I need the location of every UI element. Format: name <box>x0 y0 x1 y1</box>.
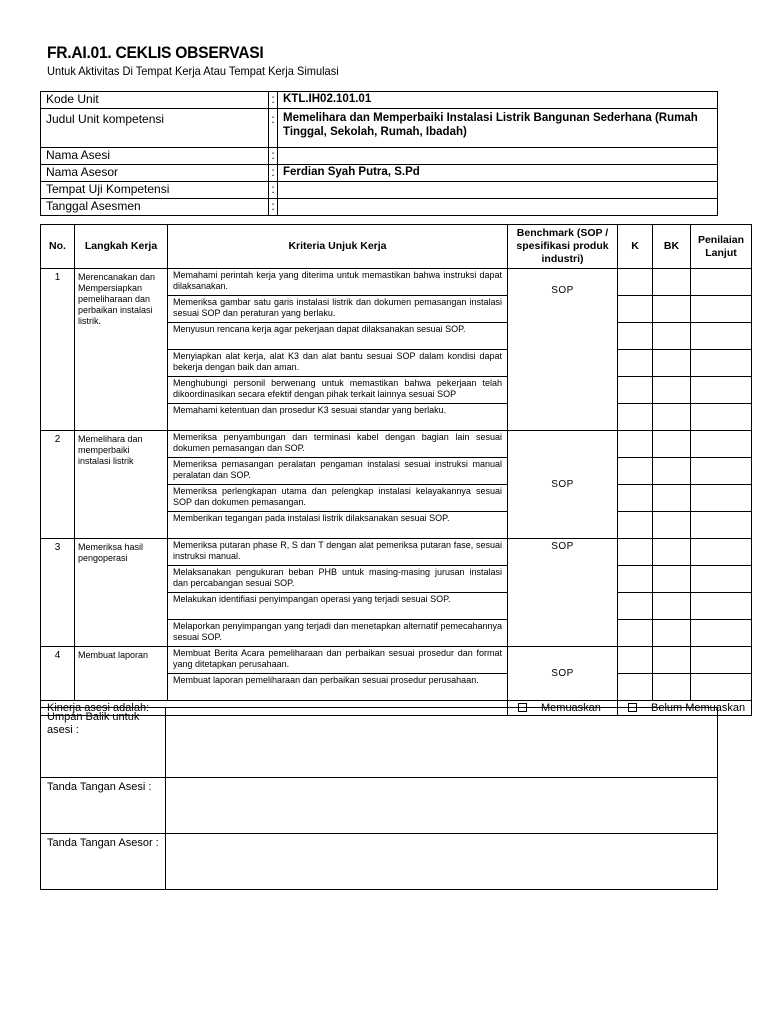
criteria-cell: Memeriksa penyambungan dan terminasi kabel dengan bagian lain sesuai dokumen pemasangan dan SOP. <box>168 431 508 458</box>
criteria-cell: Menyiapkan alat kerja, alat K3 dan alat bantu sesuai SOP dalam kondisi dapat bekerja dengan baik dan aman. <box>168 350 508 377</box>
unit-info-table <box>40 91 718 216</box>
info-row <box>41 148 718 165</box>
criteria-cell: Menyusun rencana kerja agar pekerjaan dapat dilaksanakan sesuai SOP. <box>168 323 508 350</box>
info-value[interactable] <box>278 148 718 165</box>
penilaian-lanjut-cell[interactable] <box>691 485 752 512</box>
k-checkbox[interactable] <box>618 350 653 377</box>
criteria-cell: Membuat Berita Acara pemeliharaan dan perbaikan sesuai prosedur dan format yang ditetapkan perusahaan. <box>168 647 508 674</box>
header-bk: BK <box>653 225 691 269</box>
table-row <box>41 539 752 566</box>
penilaian-lanjut-cell[interactable] <box>691 512 752 539</box>
bk-checkbox[interactable] <box>653 485 691 512</box>
step-langkah-kerja: Membuat laporan <box>75 647 168 701</box>
info-value[interactable]: Ferdian Syah Putra, S.Pd <box>278 165 718 182</box>
k-checkbox[interactable] <box>618 539 653 566</box>
info-colon: : <box>269 182 278 199</box>
bk-checkbox[interactable] <box>653 566 691 593</box>
step-langkah-kerja: Memelihara dan memperbaiki instalasi listrik <box>75 431 168 539</box>
criteria-cell: Memeriksa gambar satu garis instalasi listrik dan dokumen pemasangan instalasi sesuai SOP dan peraturan yang berlaku. <box>168 296 508 323</box>
page-subtitle: Untuk Aktivitas Di Tempat Kerja Atau Tempat Kerja Simulasi <box>47 64 339 78</box>
bk-checkbox[interactable] <box>653 377 691 404</box>
k-checkbox[interactable] <box>618 512 653 539</box>
k-checkbox[interactable] <box>618 431 653 458</box>
table-header-row <box>41 225 752 269</box>
benchmark-cell: SOP <box>508 269 618 431</box>
header-benchmark: Benchmark (SOP / spesifikasi produk industri) <box>508 225 618 269</box>
bk-checkbox[interactable] <box>653 620 691 647</box>
step-number: 3 <box>41 539 75 647</box>
k-checkbox[interactable] <box>618 620 653 647</box>
k-checkbox[interactable] <box>618 674 653 701</box>
info-value[interactable] <box>278 182 718 199</box>
penilaian-lanjut-cell[interactable] <box>691 323 752 350</box>
penilaian-lanjut-cell[interactable] <box>691 458 752 485</box>
bk-checkbox[interactable] <box>653 458 691 485</box>
info-label: Judul Unit kompetensi <box>41 109 269 148</box>
criteria-cell: Memahami ketentuan dan prosedur K3 sesuai standar yang berlaku. <box>168 404 508 431</box>
info-row <box>41 182 718 199</box>
penilaian-lanjut-cell[interactable] <box>691 593 752 620</box>
info-row <box>41 199 718 216</box>
step-langkah-kerja: Memeriksa hasil pengoperasi <box>75 539 168 647</box>
bk-checkbox[interactable] <box>653 323 691 350</box>
criteria-cell: Memeriksa pemasangan peralatan pengaman instalasi sesuai instruksi manual peralatan dan SOP. <box>168 458 508 485</box>
k-checkbox[interactable] <box>618 269 653 296</box>
penilaian-lanjut-cell[interactable] <box>691 620 752 647</box>
criteria-cell: Melakukan identifiasi penyimpangan operasi yang terjadi sesuai SOP. <box>168 593 508 620</box>
penilaian-lanjut-cell[interactable] <box>691 647 752 674</box>
page-title: FR.AI.01. CEKLIS OBSERVASI <box>47 43 264 62</box>
bk-checkbox[interactable] <box>653 296 691 323</box>
bk-checkbox[interactable] <box>653 404 691 431</box>
penilaian-lanjut-cell[interactable] <box>691 566 752 593</box>
asesi-signature-label: Tanda Tangan Asesi : <box>41 778 166 834</box>
criteria-cell: Memberikan tegangan pada instalasi listrik dilaksanakan sesuai SOP. <box>168 512 508 539</box>
k-checkbox[interactable] <box>618 566 653 593</box>
info-colon: : <box>269 199 278 216</box>
criteria-cell: Menghubungi personil berwenang untuk memastikan bahwa pekerjaan telah dikoordinasikan secara efektif dengan pihak terkait lainnya sesuai SOP <box>168 377 508 404</box>
criteria-cell: Melaksanakan pengukuran beban PHB untuk masing-masing jurusan instalasi dan percabangan sesuai SOP. <box>168 566 508 593</box>
penilaian-lanjut-cell[interactable] <box>691 296 752 323</box>
benchmark-cell: SOP <box>508 431 618 539</box>
bk-checkbox[interactable] <box>653 593 691 620</box>
penilaian-lanjut-cell[interactable] <box>691 539 752 566</box>
k-checkbox[interactable] <box>618 593 653 620</box>
k-checkbox[interactable] <box>618 323 653 350</box>
benchmark-cell: SOP <box>508 539 618 647</box>
info-value[interactable]: Memelihara dan Memperbaiki Instalasi Listrik Bangunan Sederhana (Rumah Tinggal, Sekolah, Rumah, Ibadah) <box>278 109 718 148</box>
k-checkbox[interactable] <box>618 485 653 512</box>
observation-checklist-table <box>40 224 752 716</box>
header-no: No. <box>41 225 75 269</box>
info-colon: : <box>269 148 278 165</box>
info-row <box>41 109 718 148</box>
feedback-signature-table <box>40 707 718 890</box>
info-label: Tempat Uji Kompetensi <box>41 182 269 199</box>
bk-checkbox[interactable] <box>653 512 691 539</box>
k-checkbox[interactable] <box>618 647 653 674</box>
step-number: 2 <box>41 431 75 539</box>
k-checkbox[interactable] <box>618 377 653 404</box>
kinerja-label-text: Kinerja asesi adalah: <box>47 701 150 714</box>
step-number: 4 <box>41 647 75 701</box>
option-memuaskan-label: Memuaskan <box>541 701 601 714</box>
table-row <box>41 269 752 296</box>
bk-checkbox[interactable] <box>653 539 691 566</box>
info-label: Nama Asesi <box>41 148 269 165</box>
penilaian-lanjut-cell[interactable] <box>691 431 752 458</box>
info-label: Kode Unit <box>41 92 269 109</box>
info-colon: : <box>269 109 278 148</box>
header-langkah-kerja: Langkah Kerja <box>75 225 168 269</box>
bk-checkbox[interactable] <box>653 647 691 674</box>
header-kriteria: Kriteria Unjuk Kerja <box>168 225 508 269</box>
criteria-cell: Memeriksa putaran phase R, S dan T dengan alat pemeriksa putaran fase, sesuai instruksi manual. <box>168 539 508 566</box>
bk-checkbox[interactable] <box>653 674 691 701</box>
info-label: Tanggal Asesmen <box>41 199 269 216</box>
benchmark-cell: SOP <box>508 647 618 701</box>
info-value[interactable] <box>278 199 718 216</box>
asesor-signature-label: Tanda Tangan Asesor : <box>41 834 166 890</box>
step-langkah-kerja: Merencanakan dan Mempersiapkan pemeliharaan dan perbaikan instalasi listrik. <box>75 269 168 431</box>
info-row <box>41 92 718 109</box>
asesi-signature-row <box>41 778 718 834</box>
asesor-signature-row <box>41 834 718 890</box>
info-value[interactable]: KTL.IH02.101.01 <box>278 92 718 109</box>
feedback-field[interactable] <box>166 708 718 778</box>
info-colon: : <box>269 92 278 109</box>
bk-checkbox[interactable] <box>653 431 691 458</box>
step-number: 1 <box>41 269 75 431</box>
header-penilaian-lanjut: Penilaian Lanjut <box>691 225 752 269</box>
feedback-row <box>41 708 718 778</box>
table-row <box>41 431 752 458</box>
penilaian-lanjut-cell[interactable] <box>691 674 752 701</box>
info-row <box>41 165 718 182</box>
penilaian-lanjut-cell[interactable] <box>691 377 752 404</box>
criteria-cell: Memeriksa perlengkapan utama dan pelengkap instalasi kelayakannya sesuai SOP dan dokumen pemasangan. <box>168 485 508 512</box>
asesi-signature-field[interactable] <box>166 778 718 834</box>
feedback-label: Umpan Balik untuk asesi : <box>41 708 166 778</box>
k-checkbox[interactable] <box>618 458 653 485</box>
asesor-signature-field[interactable] <box>166 834 718 890</box>
penilaian-lanjut-cell[interactable] <box>691 350 752 377</box>
criteria-cell: Membuat laporan pemeliharaan dan perbaikan sesuai prosedur perusahaan. <box>168 674 508 701</box>
bk-checkbox[interactable] <box>653 269 691 296</box>
criteria-cell: Memahami perintah kerja yang diterima untuk memastikan bahwa instruksi dapat dilaksanakan. <box>168 269 508 296</box>
criteria-cell: Melaporkan penyimpangan yang terjadi dan menetapkan alternatif pemecahannya sesuai SOP. <box>168 620 508 647</box>
penilaian-lanjut-cell[interactable] <box>691 404 752 431</box>
option-belum-memuaskan-label: Belum Memuaskan <box>651 701 746 714</box>
info-label: Nama Asesor <box>41 165 269 182</box>
header-k: K <box>618 225 653 269</box>
k-checkbox[interactable] <box>618 296 653 323</box>
penilaian-lanjut-cell[interactable] <box>691 269 752 296</box>
table-row <box>41 647 752 674</box>
k-checkbox[interactable] <box>618 404 653 431</box>
bk-checkbox[interactable] <box>653 350 691 377</box>
info-colon: : <box>269 165 278 182</box>
